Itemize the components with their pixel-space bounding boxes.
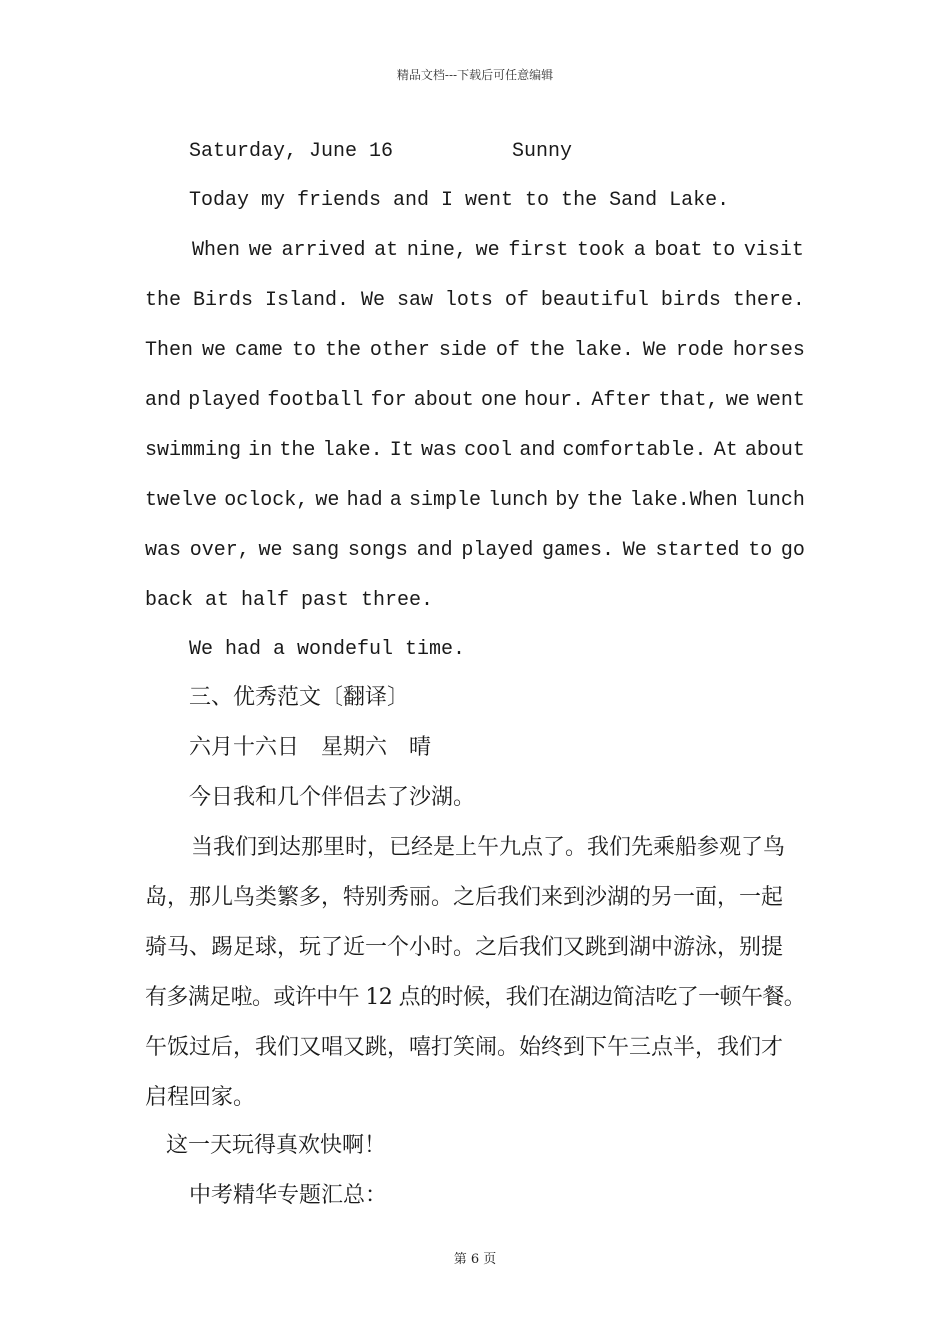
diary-line: Then we came to the other side of the lake. We rode horses (145, 339, 805, 362)
diary-line: and played football for about one hour. After that, we went (145, 389, 805, 412)
translation-opening: 今日我和几个伴侣去了沙湖。 (189, 785, 476, 810)
translation-line: 有多满足啦。或许中午 12 点的时候，我们在湖边简洁吃了一顿午餐。 (145, 985, 806, 1010)
page-header: 精品文档---下载后可任意编辑 (396, 68, 554, 82)
diary-line: the Birds Island. We saw lots of beautiful birds there. (145, 289, 805, 312)
translation-date: 六月十六日 星期六 晴 (189, 735, 432, 760)
diary-line: was over, we sang songs and played games. We started to go (145, 539, 805, 562)
translation-line: 岛，那儿鸟类繁多，特别秀丽。之后我们来到沙湖的另一面，一起 (145, 885, 784, 910)
diary-date: Saturday, June 16 (189, 140, 394, 163)
translation-line: 骑马、踢足球，玩了近一个小时。之后我们又跳到湖中游泳，别提 (145, 935, 784, 960)
diary-line: When we arrived at nine, we first took a boat to visit (192, 239, 804, 262)
summary-heading: 中考精华专题汇总： (189, 1183, 388, 1208)
diary-opening: Today my friends and I went to the Sand Lake. (189, 189, 730, 212)
translation-line: 启程回家。 (145, 1085, 256, 1110)
translation-line: 当我们到达那里时，已经是上午九点了。我们先乘船参观了鸟 (191, 835, 786, 860)
diary-closing: We had a wondeful time. (189, 638, 466, 661)
translation-closing: 这一天玩得真欢快啊！ (166, 1133, 387, 1158)
page-number: 第 6 页 (453, 1252, 497, 1267)
section-title: 三、优秀范文〔翻译〕 (189, 685, 410, 710)
diary-line: twelve oclock, we had a simple lunch by the lake.When lunch (145, 489, 805, 512)
diary-line: swimming in the lake. It was cool and comfortable. At about (145, 439, 805, 462)
translation-line: 午饭过后，我们又唱又跳，嘻打笑闹。始终到下午三点半，我们才 (145, 1035, 784, 1060)
diary-line: back at half past three. (145, 589, 434, 612)
diary-weather: Sunny (512, 140, 573, 163)
